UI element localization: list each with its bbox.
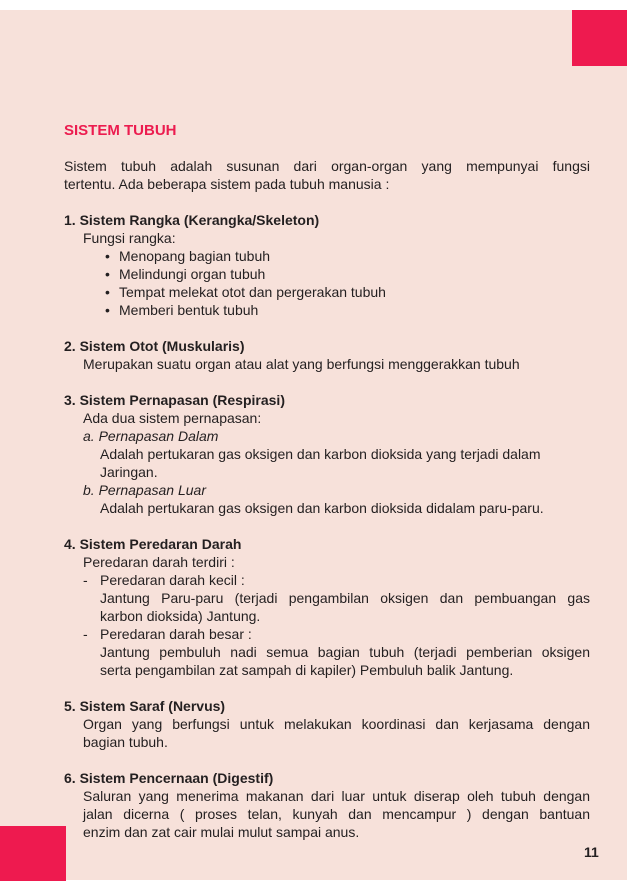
section-text: bagian tubuh. [83, 734, 168, 750]
corner-accent-bottom [0, 826, 66, 881]
section-heading: 2. Sistem Otot (Muskularis) [64, 338, 245, 354]
dash-marker: - [83, 626, 88, 642]
section-heading: 3. Sistem Pernapasan (Respirasi) [64, 392, 285, 408]
section-text: Saluran yang menerima makanan dari luar untuk diserap oleh tubuh dengan [83, 788, 590, 804]
section-subtext: Peredaran darah terdiri : [83, 554, 235, 570]
dash-marker: - [83, 572, 88, 588]
section-text: Adalah pertukaran gas oksigen dan karbon dioksida didalam paru-paru. [100, 500, 544, 516]
section-heading: 5. Sistem Saraf (Nervus) [64, 698, 226, 714]
subsection-label: Peredaran darah kecil : [100, 572, 245, 588]
subsection-label: b. Pernapasan Luar [83, 482, 206, 498]
bullet-item: • Menopang bagian tubuh [119, 247, 270, 265]
section-text: Adalah pertukaran gas oksigen dan karbon dioksida yang terjadi dalam [100, 446, 541, 462]
bullet-item: • Melindungi organ tubuh [119, 265, 265, 283]
intro-line: tertentu. Ada beberapa sistem pada tubuh manusia : [64, 176, 390, 192]
bullet-item: • Tempat melekat otot dan pergerakan tubuh [119, 283, 386, 301]
subsection-label: Peredaran darah besar : [100, 626, 252, 642]
corner-accent-top [572, 10, 627, 66]
section-text: Jantung pembuluh nadi semua bagian tubuh (terjadi pemberian oksigen [100, 644, 590, 660]
intro-line: Sistem tubuh adalah susunan dari organ-organ yang mempunyai fungsi [64, 158, 590, 174]
section-text: Organ yang berfungsi untuk melakukan koordinasi dan kerjasama dengan [83, 716, 590, 732]
page-number: 11 [584, 844, 599, 860]
section-text: karbon dioksida) Jantung. [100, 608, 261, 624]
bullet-item: • Memberi bentuk tubuh [119, 301, 258, 319]
section-text: enzim dan zat cair mulai mulut sampai anus. [83, 824, 360, 840]
section-text: Jantung Paru-paru (terjadi pengambilan oksigen dan pembuangan gas [100, 590, 590, 606]
section-subtext: Fungsi rangka: [83, 230, 176, 246]
section-subtext: Ada dua sistem pernapasan: [83, 410, 262, 426]
section-heading: 1. Sistem Rangka (Kerangka/Skeleton) [64, 212, 320, 228]
section-text: jalan dicerna ( proses telan, kunyah dan mencampur ) dengan bantuan [83, 806, 590, 822]
section-heading: 6. Sistem Pencernaan (Digestif) [64, 770, 274, 786]
section-text: Merupakan suatu organ atau alat yang berfungsi menggerakkan tubuh [83, 356, 520, 372]
section-text: serta pengambilan zat sampah di kapiler) Pembuluh balik Jantung. [100, 662, 514, 678]
section-heading: 4. Sistem Peredaran Darah [64, 536, 242, 552]
subsection-label: a. Pernapasan Dalam [83, 428, 219, 444]
page-title: SISTEM TUBUH [64, 122, 177, 139]
section-text: Jaringan. [100, 464, 158, 480]
